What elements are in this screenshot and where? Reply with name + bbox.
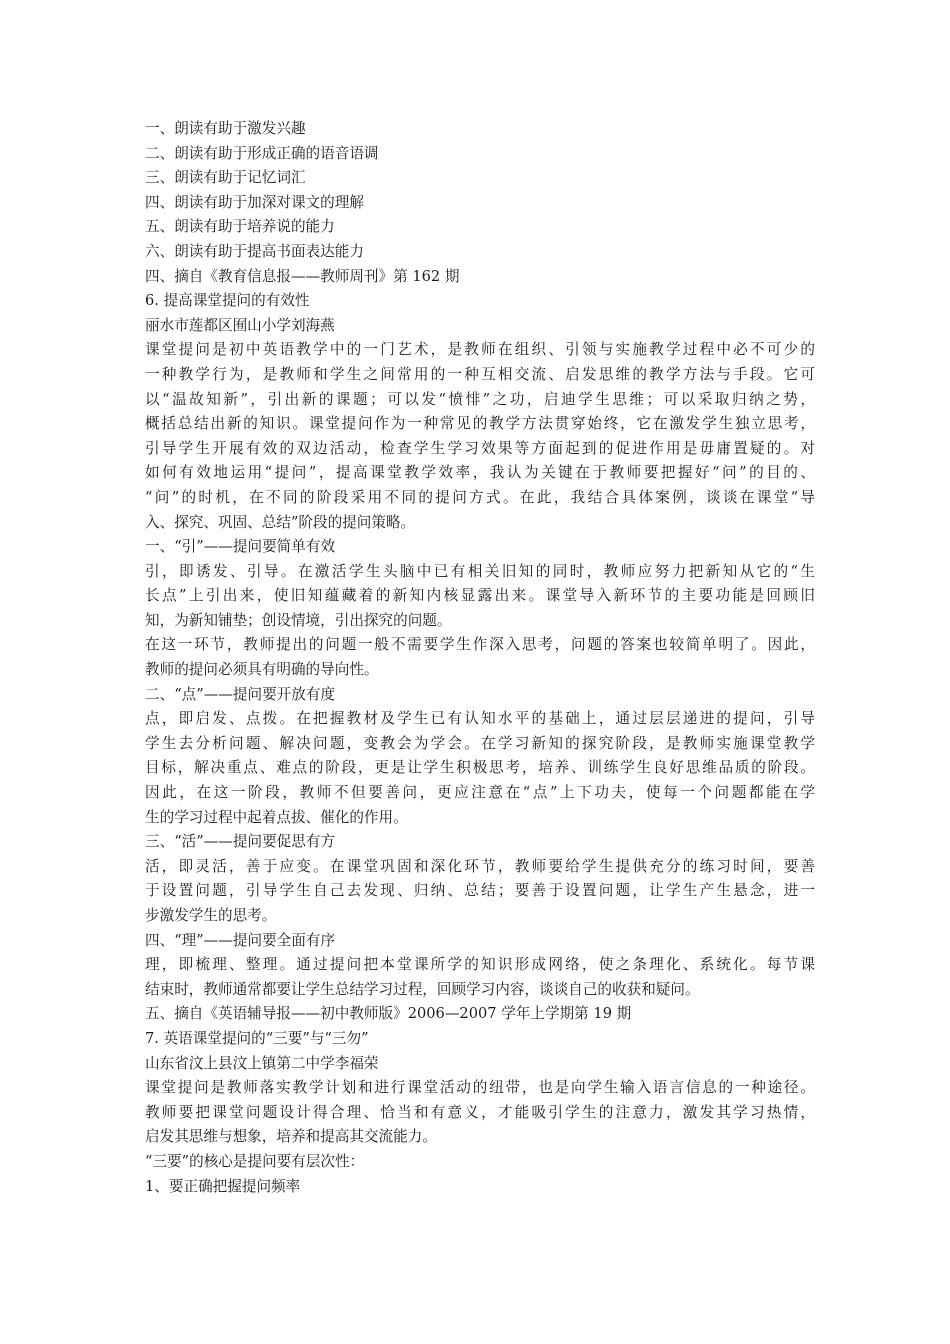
text-line: 四、朗读有助于加深对课文的理解 <box>145 193 364 211</box>
text-line: 概括总结出新的知识。课堂提问作为一种常见的教学方法贯穿始终，它在激发学生独立思考， <box>145 415 815 433</box>
text-line: 7. 英语课堂提问的“三要”与“三勿” <box>145 1029 369 1047</box>
text-line: 长点”上引出来，使旧知蕴藏着的新知内核显露出来。课堂导入新环节的主要功能是回顾旧 <box>145 587 815 605</box>
text-line: 一、朗读有助于激发兴趣 <box>145 120 306 137</box>
text-line: 活，即灵活，善于应变。在课堂巩固和深化环节，教师要给学生提供充分的练习时间，要善 <box>145 857 815 875</box>
document-body <box>145 117 815 1199</box>
text-line: 二、“点”——提问要开放有度 <box>145 685 336 703</box>
text-line: “问”的时机，在不同的阶段采用不同的提问方式。在此，我结合具体案例，谈谈在课堂“导 <box>145 488 815 506</box>
text-line: 在这一环节，教师提出的问题一般不需要学生作深入思考，问题的答案也较简单明了。因此， <box>145 636 815 654</box>
text-line: 引，即诱发、引导。在激活学生头脑中已有相关旧知的同时，教师应努力把新知从它的“生 <box>145 562 815 580</box>
text-line: 引导学生开展有效的双边活动，检查学生学习效果等方面起到的促进作用是毋庸置疑的。对 <box>145 439 815 457</box>
text-line: 6. 提高课堂提问的有效性 <box>145 292 310 310</box>
text-line: 山东省汶上县汶上镇第二中学李福荣 <box>145 1054 379 1072</box>
text-line: 以“温故知新”，引出新的课题；可以发“愤悱”之功，启迪学生思维；可以采取归纳之势， <box>145 390 815 408</box>
text-line: 教师要把课堂问题设计得合理、恰当和有意义，才能吸引学生的注意力，激发其学习热情， <box>145 1103 815 1121</box>
text-line: 六、朗读有助于提高书面表达能力 <box>145 242 364 260</box>
text-line: 步激发学生的思考。 <box>145 907 277 924</box>
text-line: 因此，在这一阶段，教师不但要善问，更应注意在“点”上下功夫，使每一个问题都能在学 <box>145 784 815 802</box>
text-line: 启发其思维与想象，培养和提高其交流能力。 <box>145 1128 437 1146</box>
text-line: 目标，解决重点、难点的阶段，更是让学生积极思考，培养、训练学生良好思维品质的阶段。 <box>145 759 815 777</box>
text-line: 结束时，教师通常都要让学生总结学习过程，回顾学习内容，谈谈自己的收获和疑问。 <box>145 980 700 998</box>
text-line: “三要”的核心是提问要有层次性： <box>145 1152 365 1170</box>
text-line: 教师的提问必须具有明确的导向性。 <box>145 661 379 679</box>
text-line: 知，为新知铺垫；创设情境，引出探究的问题。 <box>145 611 452 629</box>
text-line: 四、摘自《教育信息报——教师周刊》第 162 期 <box>145 267 460 285</box>
text-line: 三、“活”——提问要促思有方 <box>145 833 336 851</box>
text-line: 理，即梳理、整理。通过提问把本堂课所学的知识形成网络，使之条理化、系统化。每节课 <box>145 956 815 974</box>
text-line: 学生去分析问题、解决问题，变教会为学会。在学习新知的探究阶段，是教师实施课堂教学 <box>145 734 815 752</box>
text-line: 丽水市莲都区囿山小学刘海燕 <box>145 316 335 334</box>
text-line: 课堂提问是教师落实教学计划和进行课堂活动的纽带，也是向学生输入语言信息的一种途径。 <box>145 1079 815 1097</box>
text-line: 课堂提问是初中英语教学中的一门艺术，是教师在组织、引领与实施教学过程中必不可少的 <box>145 341 815 359</box>
text-line: 点，即启发、点拨。在把握教材及学生已有认知水平的基础上，通过层层递进的提问，引导 <box>145 710 815 728</box>
text-line: 生的学习过程中起着点拔、催化的作用。 <box>145 808 408 826</box>
text-line: 于设置问题，引导学生自己去发现、归纳、总结；要善于设置问题，让学生产生悬念，进一 <box>145 882 815 900</box>
text-line: 入、探究、巩固、总结”阶段的提问策略。 <box>145 513 416 531</box>
text-line: 如何有效地运用“提问”，提高课堂教学效率，我认为关键在于教师要把握好“问”的目的、 <box>145 464 815 482</box>
text-line: 二、朗读有助于形成正确的语音语调 <box>145 144 379 162</box>
text-line: 三、朗读有助于记忆词汇 <box>145 169 306 187</box>
text-line: 四、“理”——提问要全面有序 <box>145 931 336 949</box>
text-line: 五、摘自《英语辅导报——初中教师版》2006—2007 学年上学期第 19 期 <box>145 1005 632 1023</box>
text-line: 五、朗读有助于培养说的能力 <box>145 218 335 236</box>
text-line: 一、“引”——提问要简单有效 <box>145 538 336 556</box>
text-line: 1、要正确把握提问频率 <box>145 1177 301 1195</box>
text-line: 一种教学行为，是教师和学生之间常用的一种互相交流、启发思维的教学方法与手段。它可 <box>145 365 815 383</box>
